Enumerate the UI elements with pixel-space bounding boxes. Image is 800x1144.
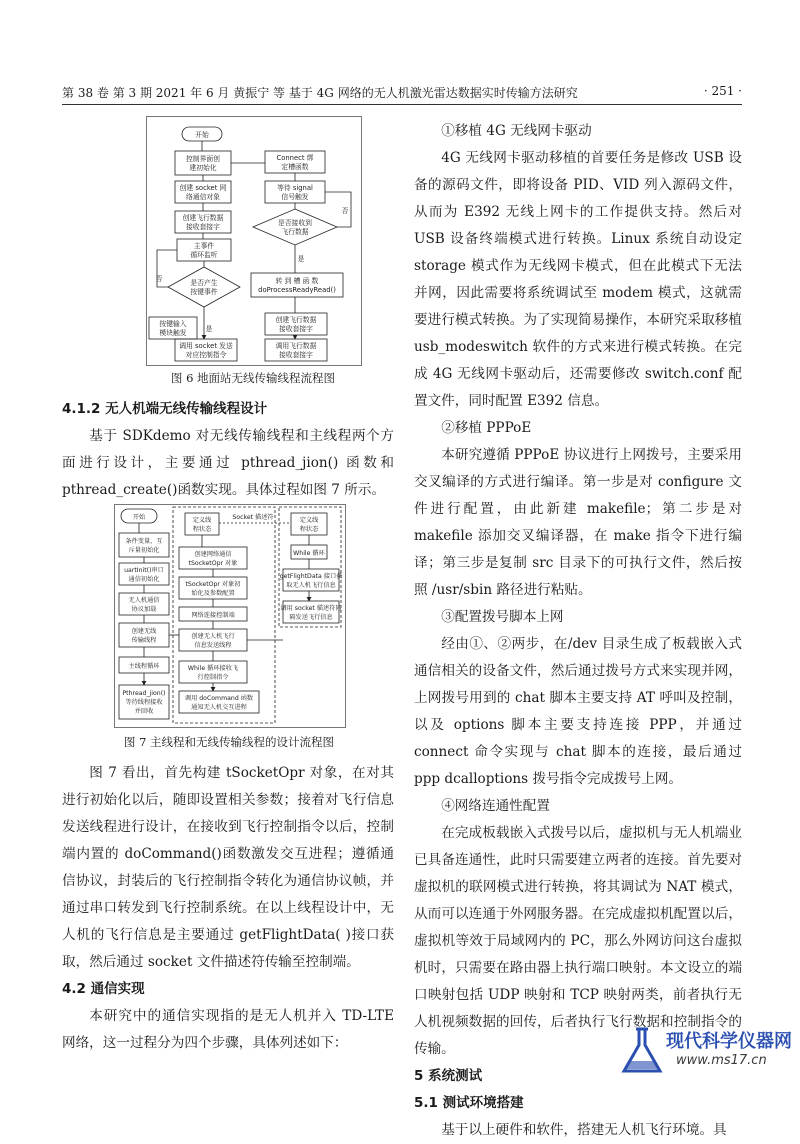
svg-text:定义线: 定义线: [192, 517, 212, 524]
header-rule: [62, 104, 742, 105]
svg-text:模块触发: 模块触发: [159, 329, 187, 337]
section-5-heading: 5 系统测试: [414, 1068, 483, 1084]
svg-text:定义线: 定义线: [299, 517, 319, 524]
svg-text:无人机通信: 无人机通信: [128, 597, 160, 604]
svg-text:对应控制指令: 对应控制指令: [185, 351, 227, 359]
watermark-logo: [614, 1023, 794, 1079]
svg-text:斥量初始化: 斥量初始化: [128, 547, 160, 554]
f6-decision-key: [168, 267, 240, 307]
svg-text:程状态: 程状态: [299, 526, 319, 533]
svg-text:信息发送线程: 信息发送线程: [194, 642, 232, 649]
svg-text:创建飞行数据: 创建飞行数据: [275, 316, 317, 324]
svg-text:是否产生: 是否产生: [190, 279, 218, 287]
svg-text:创建网络通信: 创建网络通信: [194, 551, 232, 558]
watermark-name: 现代科学仪器网: [666, 1031, 792, 1052]
svg-text:Socket 描述符: Socket 描述符: [232, 514, 274, 521]
left-column-lower: [62, 760, 394, 1057]
svg-text:条件变量、互: 条件变量、互: [125, 538, 163, 545]
paragraph: 图 7 看出，首先构建 tSocketOpr 对象，在对其进行初始化以后，随即设置相关参数；接着对飞行信息发送线程进行设计，在接收到飞行控制指令以后，控制端内置的 doCommand()函数激发交互进程；遵循通信协议，封装后的飞行控制指令转化为通信协议帧，并通过串口转发到飞行控制系统。在以上线程设计中，无人机的飞行信息是主要通过 getFlightData( )接口获取，然后通过 socket 文件描述符传输至控制端。: [62, 765, 394, 970]
svg-text:While 循环: While 循环: [293, 550, 325, 557]
svg-text:通知无人机交互进程: 通知无人机交互进程: [191, 704, 247, 711]
svg-text:是否接收到: 是否接收到: [278, 219, 312, 227]
paragraph: 经由①、②两步，在/dev 目录生成了板载嵌入式通信相关的设备文件，然后通过拨号方式来实现并网，上网拨号用到的 chat 脚本主要支持 AT 呼叫及控制，以及 options 脚本主要支持连接 PPP，并通过 connect 命令实现与 chat 脚本的连接，最后通过 ppp dcalloptions 拨号指令完成拨号上网。: [414, 636, 742, 787]
svg-text:隔发送飞行信息: 隔发送飞行信息: [289, 614, 333, 621]
svg-text:主事件: 主事件: [193, 242, 215, 250]
svg-text:循环监听: 循环监听: [190, 251, 218, 259]
svg-text:Pthread_jion(): Pthread_jion(): [122, 690, 166, 697]
svg-text:Connect 绑: Connect 绑: [276, 154, 314, 162]
section-5-1-heading: 5.1 测试环境搭建: [414, 1095, 524, 1111]
watermark-url: www.ms17.cn: [676, 1053, 767, 1068]
svg-text:按键事件: 按键事件: [190, 288, 218, 296]
svg-text:协议加载: 协议加载: [131, 606, 157, 613]
paragraph: 基于以上硬件和软件，搭建无人机飞行环境。具: [441, 1122, 727, 1138]
paragraph: 本研究中的通信实现指的是无人机并入 TD-LTE 网络，这一过程分为四个步骤，具体列述如下：: [62, 1008, 394, 1051]
svg-text:取无人机飞行信息: 取无人机飞行信息: [286, 582, 336, 589]
svg-text:接收套接字: 接收套接字: [279, 351, 313, 359]
svg-text:调用飞行数据: 调用飞行数据: [275, 342, 317, 350]
figure-7-caption: 图 7 主线程和无线传输线程的设计流程图: [123, 735, 335, 749]
svg-text:信号触发: 信号触发: [281, 193, 309, 201]
svg-text:否: 否: [155, 275, 163, 283]
svg-text:tSocketOpr 对象: tSocketOpr 对象: [188, 560, 238, 567]
svg-text:While 循环接收飞: While 循环接收飞: [187, 665, 239, 672]
paragraph: 在完成板载嵌入式拨号以后，虚拟机与无人机端业已具备连通性，此时只需要建立两者的连接。首先要对虚拟机的联网模式进行转换，将其调试为 NAT 模式，从而可以连通于外网服务器。在完成虚拟机配置以后，虚拟机等效于局域网内的 PC，那么外网访问这台虚拟机时，只需要在路由器上执行端口映射。本文设立的端口映射包括 UDP 映射和 TCP 映射两类，前者执行无人机视频数据的回传，后者执行飞行数据和控制指令的传输。: [414, 825, 742, 1057]
svg-text:网络连接控制端: 网络连接控制端: [191, 612, 235, 619]
svg-text:转 到 槽 函 数: 转 到 槽 函 数: [275, 277, 319, 285]
svg-text:tSocketOpr 对象初: tSocketOpr 对象初: [185, 581, 241, 588]
svg-text:行控制指令: 行控制指令: [197, 674, 229, 681]
svg-text:飞行数据: 飞行数据: [281, 228, 309, 236]
header-page-number: · 251 ·: [703, 84, 742, 98]
svg-text:络通信对象: 络通信对象: [186, 193, 220, 201]
figure-6-caption: 图 6 地面站无线传输线程流程图: [170, 371, 336, 385]
subheading: ④网络连通性配置: [441, 798, 550, 814]
svg-text:调用 socket 描述符同: 调用 socket 描述符同: [280, 605, 342, 612]
figure-6-flowchart: [146, 116, 362, 366]
svg-text:创建无线: 创建无线: [131, 628, 157, 635]
f6-decision-data: [253, 209, 337, 245]
right-column: [414, 118, 742, 1144]
svg-text:通信初始化: 通信初始化: [128, 576, 160, 583]
svg-text:doProcessReadyRead(): doProcessReadyRead(): [258, 286, 336, 294]
svg-text:创建 socket 网: 创建 socket 网: [179, 184, 227, 192]
svg-text:传输线程: 传输线程: [131, 637, 157, 644]
svg-text:程状态: 程状态: [192, 526, 212, 533]
svg-text:按键输入: 按键输入: [159, 320, 187, 328]
svg-text:建初始化: 建初始化: [189, 164, 217, 172]
svg-text:定槽函数: 定槽函数: [281, 163, 309, 171]
flask-icon: [614, 1023, 670, 1079]
svg-text:创建飞行数据: 创建飞行数据: [182, 214, 224, 222]
f6-start-text: 开始: [195, 131, 209, 139]
subheading: ②移植 PPPoE: [441, 420, 532, 436]
section-4-1-2-heading: 4.1.2 无人机端无线传输线程设计: [62, 401, 268, 417]
section-4-2-heading: 4.2 通信实现: [62, 981, 145, 997]
svg-text:并回收: 并回收: [134, 708, 154, 715]
svg-text:接收套接字: 接收套接字: [186, 223, 220, 231]
running-header: [62, 84, 742, 104]
paragraph: 4G 无线网卡驱动移植的首要任务是修改 USB 设备的源码文件，即将设备 PID、VID 列入源码文件，从而为 E392 无线上网卡的工作提供支持。然后对 USB 设备终端模式进行转换。Linux 系统自动设定 storage 模式作为无线网卡模式，但在此模式下无法并网，因此需要将系统调试至 modem 模式，这就需要进行模式转换。为了实现简易操作，本研究采取移植 usb_modeswitch 软件的方式来进行模式转换。在完成 4G 无线网卡驱动后，还需要修改 switch.conf 配置文件，同时配置 E392 信息。: [414, 150, 742, 409]
header-journal-info: 第 38 卷 第 3 期 2021 年 6 月 黄振宁 等 基于 4G 网络的无人机激光雷达数据实时传输方法研究: [62, 86, 578, 100]
svg-text:等待线程接收: 等待线程接收: [125, 699, 163, 706]
svg-text:接收套接字: 接收套接字: [279, 325, 313, 333]
svg-text:创建无人机飞行: 创建无人机飞行: [191, 633, 235, 640]
svg-text:否: 否: [341, 207, 349, 215]
svg-text:控制界面创: 控制界面创: [186, 155, 220, 163]
svg-text:是: 是: [297, 255, 305, 263]
svg-text:始化及参数配置: 始化及参数配置: [191, 590, 235, 597]
svg-text:开始: 开始: [132, 514, 146, 521]
paragraph: 基于 SDKdemo 对无线传输线程和主线程两个方面进行设计，主要通过 pthread_jion() 函数和 pthread_create()函数实现。具体过程如图 7 所示。: [62, 428, 394, 498]
subheading: ①移植 4G 无线网卡驱动: [441, 123, 592, 139]
svg-text:主线程循环: 主线程循环: [128, 663, 160, 670]
svg-text:调用 doCommand 函数: 调用 doCommand 函数: [184, 695, 254, 702]
svg-text:是: 是: [205, 325, 213, 333]
svg-text:等待 signal: 等待 signal: [277, 184, 313, 192]
svg-text:调用 socket 发送: 调用 socket 发送: [179, 342, 233, 350]
figure-7-flowchart: [114, 504, 346, 728]
subheading: ③配置拨号脚本上网: [441, 609, 564, 625]
left-column-upper: [62, 396, 394, 504]
svg-text:uartInit()串口: uartInit()串口: [124, 567, 164, 574]
svg-text:getFlightData 接口获: getFlightData 接口获: [279, 573, 343, 580]
paragraph: 本研究遵循 PPPoE 协议进行上网拨号，主要采用交叉编译的方式进行编译。第一步是对 configure 文件进行配置，由此新建 makefile；第二步是对 makefile 添加交叉编译器，在 make 指令下进行编译；第三步是复制 src 目录下的可执行文件，然后按照 /usr/sbin 路径进行粘贴。: [414, 447, 742, 598]
